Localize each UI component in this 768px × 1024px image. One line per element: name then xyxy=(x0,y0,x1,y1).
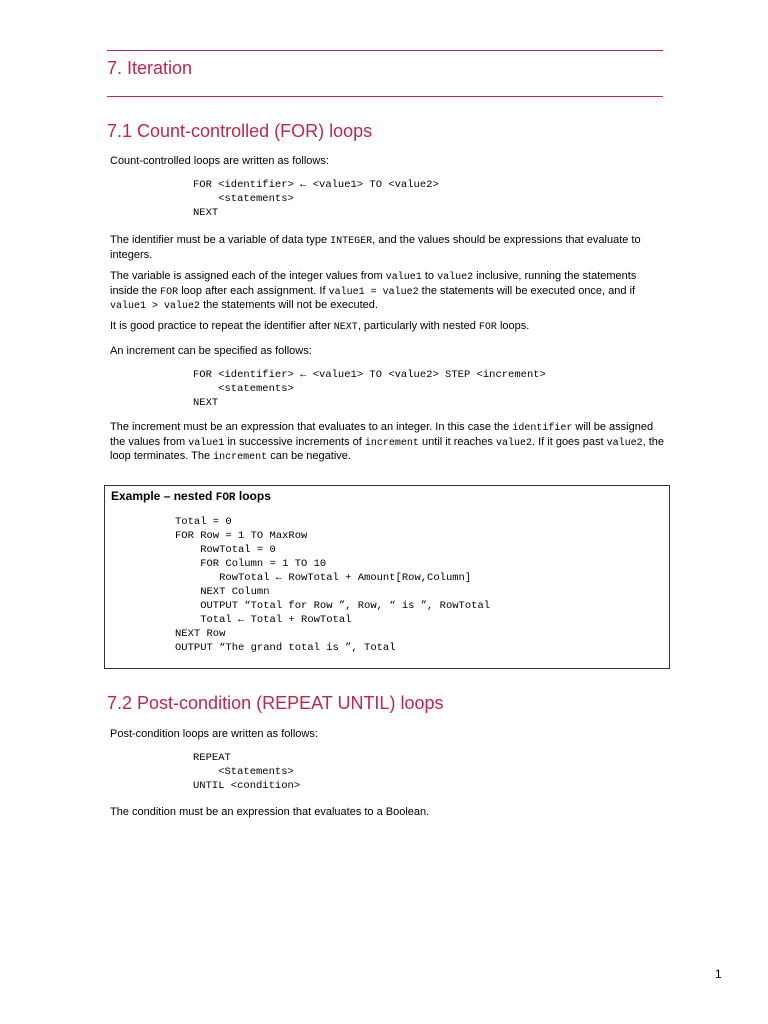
inline-code: value1 xyxy=(385,272,422,283)
code-line: NEXT Column xyxy=(175,586,270,598)
code-line: NEXT Row xyxy=(175,628,226,640)
code-line: OUTPUT “Total for Row ”, Row, “ is ”, RowTotal xyxy=(175,600,491,612)
text: The identifier must be a variable of data type xyxy=(110,234,331,246)
inline-code: increment xyxy=(364,437,419,449)
page-number: 1 xyxy=(715,967,722,981)
text: in successive increments of xyxy=(224,435,365,448)
section-heading-7-2: 7.2 Post-condition (REPEAT UNTIL) loops xyxy=(107,693,444,713)
code-line: FOR <identifier> ← <value1> TO <value2> xyxy=(193,179,439,191)
code-line: FOR Row = 1 TO MaxRow xyxy=(175,530,308,542)
code-line: NEXT xyxy=(193,207,219,219)
inline-code: identifier xyxy=(512,423,573,434)
section-intro: Post-condition loops are written as follows: xyxy=(110,728,318,740)
code-line: <Statements> xyxy=(193,766,294,778)
code-line: Total = 0 xyxy=(175,516,232,528)
example-box xyxy=(104,485,670,669)
text: , the loop terminates. The xyxy=(110,435,664,462)
inline-code: NEXT xyxy=(333,322,358,333)
top-rule xyxy=(107,50,663,51)
section-intro: Count-controlled loops are written as follows: xyxy=(110,155,329,167)
text: . If it goes past xyxy=(531,435,607,448)
title-underline xyxy=(107,96,663,97)
paragraph-identifier-type xyxy=(110,234,665,261)
text: The variable is assigned each of the integer values from xyxy=(110,270,386,282)
text: loops. xyxy=(496,320,530,332)
paragraph-increment-intro: An increment can be specified as follows: xyxy=(110,345,312,357)
code-line: <statements> xyxy=(193,383,294,395)
example-title xyxy=(111,489,271,504)
example-code xyxy=(175,515,490,655)
paragraph-condition: The condition must be an expression that evaluates to a Boolean. xyxy=(110,806,430,818)
code-line: OUTPUT “The grand total is ”, Total xyxy=(175,642,396,654)
text: loops xyxy=(235,489,271,503)
inline-code: FOR xyxy=(160,286,179,298)
text: to xyxy=(421,270,438,282)
chapter-title: 7. Iteration xyxy=(107,58,193,78)
inline-code: value1 > value2 xyxy=(110,301,201,312)
code-line: UNTIL <condition> xyxy=(193,780,301,792)
code-line: Total ← Total + RowTotal xyxy=(175,614,352,626)
code-line: REPEAT xyxy=(193,752,231,764)
section-heading-7-1: 7.1 Count-controlled (FOR) loops xyxy=(107,121,373,141)
code-block-for-step-syntax xyxy=(193,368,546,410)
text: until it reaches xyxy=(418,435,496,448)
text: It is good practice to repeat the identifier after xyxy=(110,320,334,332)
inline-code: value2 xyxy=(437,272,474,283)
inline-code: FOR xyxy=(215,492,236,504)
code-line: FOR Column = 1 TO 10 xyxy=(175,558,327,570)
paragraph-increment-details xyxy=(110,421,665,465)
paragraph-good-practice xyxy=(110,320,665,335)
text: can be negative. xyxy=(267,450,351,462)
inline-code: value1 xyxy=(188,437,225,449)
code-line: <statements> xyxy=(193,193,294,205)
inline-code: increment xyxy=(213,452,268,463)
code-line: FOR <identifier> ← <value1> TO <value2> STEP <increment> xyxy=(193,369,546,381)
code-line: NEXT xyxy=(193,397,219,409)
code-line: RowTotal ← RowTotal + Amount[Row,Column] xyxy=(175,572,472,584)
text: will be assigned the values from xyxy=(110,421,654,448)
code-line: RowTotal = 0 xyxy=(175,544,276,556)
inline-code: value2 xyxy=(495,437,532,449)
text: inclusive, running the statements inside the xyxy=(110,270,637,297)
inline-code: value1 = value2 xyxy=(328,286,419,298)
paragraph-value-assignment xyxy=(110,270,665,314)
text: Example – nested xyxy=(111,489,216,503)
text: , particularly with nested xyxy=(357,320,479,332)
text: loop after each assignment. If xyxy=(178,284,329,297)
text: , and the values should be expressions that evaluate to integers. xyxy=(110,234,641,261)
code-block-repeat-syntax xyxy=(193,751,300,793)
text: The increment must be an expression that evaluates to an integer. In this case the xyxy=(110,421,513,433)
inline-code: value2 xyxy=(606,437,643,449)
inline-code: FOR xyxy=(478,322,497,333)
text: the statements will not be executed. xyxy=(200,299,378,311)
text: the statements will be executed once, and if xyxy=(418,284,636,297)
inline-code: INTEGER xyxy=(330,236,373,247)
code-block-for-syntax xyxy=(193,178,439,220)
